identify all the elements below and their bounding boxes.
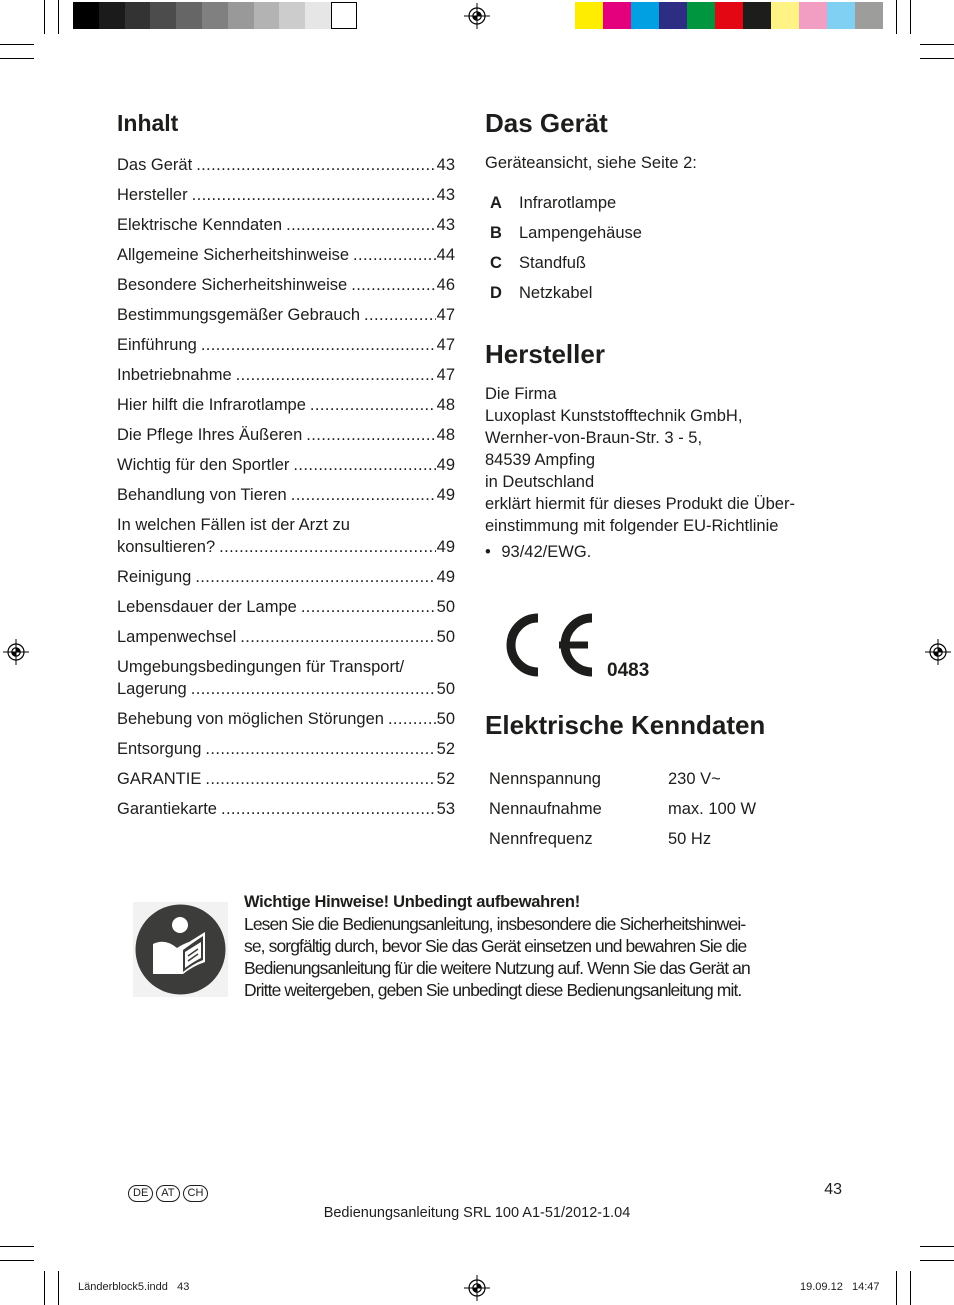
toc-item[interactable]	[117, 394, 455, 416]
toc-item-label: Elektrische Kenndaten	[117, 216, 283, 234]
notice-line: Dritte weitergeben, geben Sie unbedingt diese Bedienungsanleitung mit.	[244, 980, 742, 1000]
toc-item[interactable]	[117, 768, 455, 790]
notice-line: Lesen Sie die Bedienungsanleitung, insbesondere die Sicherheitshinwei-	[244, 914, 746, 934]
toc-item-label: Entsorgung	[117, 740, 202, 758]
ce-mark	[492, 610, 672, 682]
manufacturer-section-title: Hersteller	[485, 339, 605, 369]
toc-item[interactable]	[117, 244, 455, 266]
country-code-de: DE	[128, 1185, 153, 1202]
spec-label: Nennfrequenz	[489, 830, 593, 848]
gray-swatch	[73, 2, 99, 29]
toc-line	[117, 424, 455, 446]
toc-item-label: Allgemeine Sicherheitshinweise	[117, 246, 350, 264]
toc-page-number: 50	[436, 628, 455, 646]
toc-page-number: 44	[436, 246, 455, 264]
toc-page-number: 48	[436, 396, 455, 414]
color-swatch	[575, 2, 603, 29]
toc-line	[117, 214, 455, 236]
toc-line	[117, 454, 455, 476]
toc-item-label: Das Gerät	[117, 156, 193, 174]
color-swatch	[771, 2, 799, 29]
gray-swatch	[228, 2, 254, 29]
toc-line	[117, 596, 455, 618]
device-part-row	[485, 222, 642, 244]
toc-item[interactable]	[117, 798, 455, 820]
toc-page-number: 47	[436, 336, 455, 354]
part-letter: B	[490, 224, 502, 242]
gray-swatch	[305, 2, 331, 29]
part-name: Netzkabel	[519, 284, 593, 302]
toc-item[interactable]	[117, 514, 455, 558]
toc-item-label: konsultieren?	[117, 538, 216, 556]
country-codes	[128, 1183, 211, 1202]
toc-line	[117, 738, 455, 760]
toc-item[interactable]	[117, 454, 455, 476]
toc-leader-dots	[221, 798, 436, 820]
color-swatch	[687, 2, 715, 29]
electrical-section-title: Elektrische Kenndaten	[485, 710, 766, 740]
country-code-at: AT	[156, 1185, 179, 1202]
toc-item-label: Einführung	[117, 336, 197, 354]
color-swatch	[603, 2, 631, 29]
manufacturer-address	[485, 383, 835, 537]
toc-item[interactable]	[117, 566, 455, 588]
toc-leader-dots	[306, 424, 435, 446]
toc-item[interactable]	[117, 708, 455, 730]
toc-page-number: 50	[436, 598, 455, 616]
notice-heading: Wichtige Hinweise! Unbedingt aufbewahren!	[244, 893, 580, 911]
toc-item-label: Lagerung	[117, 680, 187, 698]
part-letter: C	[490, 254, 502, 272]
country-code-ch: CH	[183, 1185, 209, 1202]
toc-page-number: 47	[436, 306, 455, 324]
part-letter: A	[490, 194, 502, 212]
spec-label: Nennaufnahme	[489, 800, 602, 818]
color-swatch	[631, 2, 659, 29]
toc-line	[117, 154, 455, 176]
toc-page-number: 49	[436, 568, 455, 586]
important-notice	[244, 891, 829, 1001]
toc-line	[117, 708, 455, 730]
toc-page-number: 49	[436, 538, 455, 556]
bullet: •	[485, 543, 491, 561]
gray-swatch	[176, 2, 202, 29]
toc-item[interactable]	[117, 596, 455, 618]
toc-leader-dots	[364, 304, 436, 326]
toc-item[interactable]	[117, 364, 455, 386]
device-part-row	[485, 282, 592, 304]
toc-page-number: 50	[436, 710, 455, 728]
toc-leader-dots	[351, 274, 435, 296]
toc-item[interactable]	[117, 484, 455, 506]
part-name: Standfuß	[519, 254, 586, 272]
toc-leader-dots	[219, 536, 435, 558]
slug-date: 19.09.12 14:47	[800, 1281, 880, 1293]
toc-item-label-line: In welchen Fällen ist der Arzt zu	[117, 516, 350, 534]
toc-item-label: Garantiekarte	[117, 800, 217, 818]
toc-item-label: Reinigung	[117, 568, 192, 586]
toc-leader-dots	[191, 678, 436, 700]
toc-page-number: 47	[436, 366, 455, 384]
toc-item-label: GARANTIE	[117, 770, 202, 788]
toc-item[interactable]	[117, 214, 455, 236]
toc-item[interactable]	[117, 154, 455, 176]
directive-item	[485, 541, 591, 563]
directive-text: 93/42/EWG.	[501, 543, 592, 561]
notice-line: Bedienungsanleitung für die weitere Nutzung auf. Wenn Sie das Gerät an	[244, 958, 750, 978]
toc-item[interactable]	[117, 626, 455, 648]
toc-leader-dots	[353, 244, 436, 266]
toc-line	[117, 304, 455, 326]
toc-leader-dots	[205, 768, 435, 790]
device-section-title: Das Gerät	[485, 108, 608, 138]
toc-leader-dots	[388, 708, 436, 730]
toc-leader-dots	[196, 154, 435, 176]
toc-page-number: 49	[436, 486, 455, 504]
ce-logo-icon	[492, 610, 600, 680]
notice-line: se, sorgfältig durch, bevor Sie das Gerät einsetzen und bewahren Sie die	[244, 936, 747, 956]
toc-page-number: 48	[436, 426, 455, 444]
registration-mark-icon	[464, 3, 490, 29]
spec-row	[489, 768, 721, 790]
toc-leader-dots	[291, 484, 436, 506]
spec-row	[489, 828, 712, 850]
gray-swatch	[331, 2, 357, 29]
gray-swatch	[99, 2, 125, 29]
toc-line	[117, 484, 455, 506]
toc-leader-dots	[236, 364, 436, 386]
toc-item[interactable]	[117, 424, 455, 446]
color-swatch	[827, 2, 855, 29]
toc-leader-dots	[293, 454, 435, 476]
toc-item-label: Bestimmungsgemäßer Gebrauch	[117, 306, 361, 324]
toc-page-number: 50	[436, 680, 455, 698]
device-part-row	[485, 252, 586, 274]
toc-page-number: 53	[436, 800, 455, 818]
color-swatch	[799, 2, 827, 29]
toc-line	[117, 184, 455, 206]
gray-swatch	[125, 2, 151, 29]
color-swatch	[743, 2, 771, 29]
toc-item[interactable]	[117, 738, 455, 760]
toc-item-label: Behebung von möglichen Störungen	[117, 710, 384, 728]
toc-page-number: 43	[436, 156, 455, 174]
manufacturer-line: erklärt hiermit für dieses Produkt die Über-	[485, 495, 795, 513]
manufacturer-line: in Deutschland	[485, 473, 595, 491]
manual-reference: Bedienungsanleitung SRL 100 A1-51/2012-1.04	[323, 1205, 631, 1221]
toc-item-label: Hersteller	[117, 186, 188, 204]
page-number: 43	[824, 1181, 842, 1198]
toc-item-label-line: Umgebungsbedingungen für Transport/	[117, 658, 405, 676]
spec-value: 230 V~	[668, 770, 721, 788]
toc-leader-dots	[301, 596, 436, 618]
toc-page-number: 43	[436, 186, 455, 204]
toc-item-label: Behandlung von Tieren	[117, 486, 287, 504]
manufacturer-line: einstimmung mit folgender EU-Richtlinie	[485, 517, 779, 535]
toc-line	[117, 274, 455, 296]
manufacturer-line: Die Firma	[485, 385, 557, 403]
manufacturer-line: Wernher-von-Braun-Str. 3 - 5,	[485, 429, 703, 447]
toc-line	[117, 798, 455, 820]
registration-mark-icon	[925, 639, 951, 665]
spec-row	[489, 798, 757, 820]
toc-item-label: Lampenwechsel	[117, 628, 237, 646]
toc-line	[117, 768, 455, 790]
toc-line	[117, 364, 455, 386]
toc-line	[117, 394, 455, 416]
toc-line	[117, 678, 455, 700]
toc-title: Inhalt	[117, 110, 179, 136]
toc-item[interactable]	[117, 334, 455, 356]
toc-page-number: 43	[436, 216, 455, 234]
ce-notified-body-number: 0483	[607, 660, 650, 681]
spec-value: 50 Hz	[668, 830, 712, 848]
toc-item-label: Die Pflege Ihres Äußeren	[117, 426, 303, 444]
slug-filename: Länderblock5.indd 43	[78, 1281, 190, 1293]
manufacturer-line: 84539 Ampfing	[485, 451, 596, 469]
part-name: Infrarotlampe	[519, 194, 617, 212]
toc-leader-dots	[201, 334, 436, 356]
color-swatch	[855, 2, 883, 29]
toc-line	[117, 244, 455, 266]
device-intro: Geräteansicht, siehe Seite 2:	[485, 154, 697, 172]
toc-line	[117, 536, 455, 558]
toc-item[interactable]	[117, 184, 455, 206]
notice-text	[244, 913, 829, 1001]
toc-leader-dots	[310, 394, 436, 416]
toc-page-number: 52	[436, 770, 455, 788]
toc-item-label: Lebensdauer der Lampe	[117, 598, 297, 616]
toc-page-number: 46	[436, 276, 455, 294]
color-swatch	[715, 2, 743, 29]
gray-swatch	[254, 2, 280, 29]
gray-swatch	[150, 2, 176, 29]
color-swatch	[659, 2, 687, 29]
toc-item-label: Wichtig für den Sportler	[117, 456, 290, 474]
spec-label: Nennspannung	[489, 770, 601, 788]
toc-leader-dots	[205, 738, 435, 760]
gray-swatch	[279, 2, 305, 29]
toc-leader-dots	[286, 214, 436, 236]
gray-swatch	[202, 2, 228, 29]
toc-item[interactable]	[117, 304, 455, 326]
toc-item[interactable]	[117, 656, 455, 700]
spec-value: max. 100 W	[668, 800, 757, 818]
toc-item-label: Hier hilft die Infrarotlampe	[117, 396, 306, 414]
registration-mark-icon	[464, 1275, 490, 1301]
toc-leader-dots	[240, 626, 435, 648]
toc-item-label: Besondere Sicherheitshinweise	[117, 276, 348, 294]
toc-leader-dots	[192, 184, 436, 206]
registration-mark-icon	[3, 639, 29, 665]
read-manual-icon	[133, 902, 228, 997]
toc-line	[117, 566, 455, 588]
toc-line	[117, 626, 455, 648]
manufacturer-line: Luxoplast Kunststofftechnik GmbH,	[485, 407, 743, 425]
toc-item-label: Inbetriebnahme	[117, 366, 232, 384]
toc-leader-dots	[195, 566, 435, 588]
device-part-row	[485, 192, 616, 214]
toc-page-number: 49	[436, 456, 455, 474]
part-letter: D	[490, 284, 502, 302]
part-name: Lampengehäuse	[519, 224, 642, 242]
toc-item[interactable]	[117, 274, 455, 296]
toc-line	[117, 334, 455, 356]
toc-page-number: 52	[436, 740, 455, 758]
